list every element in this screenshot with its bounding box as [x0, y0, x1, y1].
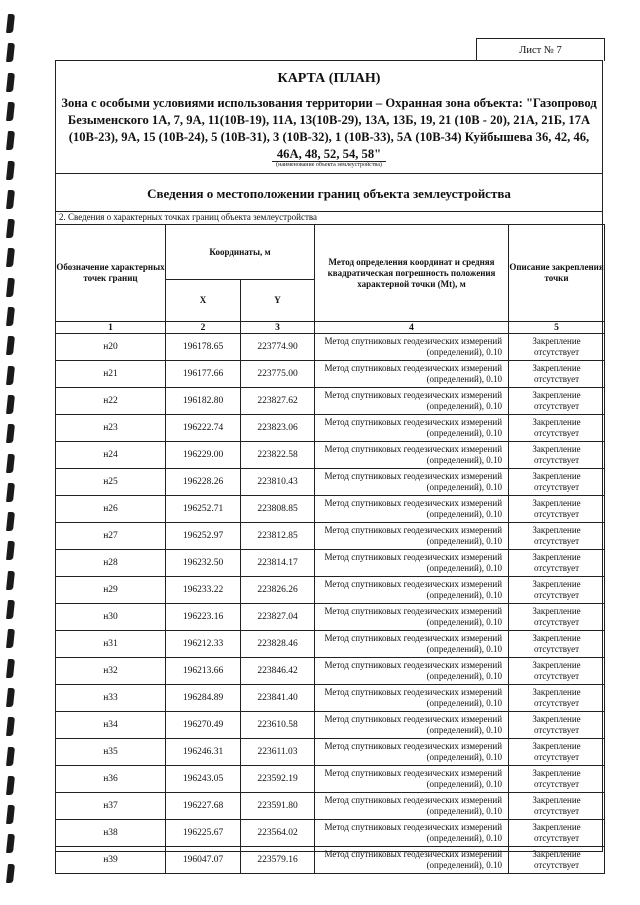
x-coordinate-cell: 196270.49	[166, 712, 241, 739]
y-coordinate-cell: 223775.00	[241, 361, 315, 388]
point-name-cell: н31	[56, 631, 166, 658]
point-name-cell: н33	[56, 685, 166, 712]
method-cell: Метод спутниковых геодезических измерений (определений), 0.10	[315, 496, 509, 523]
binding-hole	[6, 747, 15, 766]
binding-hole	[6, 336, 15, 355]
description-cell: Закрепление отсутствует	[509, 766, 605, 793]
method-cell: Метод спутниковых геодезических измерений (определений), 0.10	[315, 415, 509, 442]
y-coordinate-cell: 223822.58	[241, 442, 315, 469]
binding-hole	[6, 454, 15, 473]
table-row	[56, 712, 605, 739]
table-row	[56, 820, 605, 847]
binding-hole	[6, 424, 15, 443]
table-row	[56, 793, 605, 820]
method-cell: Метод спутниковых геодезических измерений (определений), 0.10	[315, 604, 509, 631]
point-name-cell: н30	[56, 604, 166, 631]
binding-hole	[6, 248, 15, 267]
method-cell: Метод спутниковых геодезических измерений (определений), 0.10	[315, 739, 509, 766]
method-cell: Метод спутниковых геодезических измерений (определений), 0.10	[315, 793, 509, 820]
method-cell: Метод спутниковых геодезических измерений (определений), 0.10	[315, 334, 509, 361]
object-caption	[56, 162, 602, 168]
table-row	[56, 388, 605, 415]
binding-hole	[6, 307, 15, 326]
description-cell: Закрепление отсутствует	[509, 469, 605, 496]
description-cell: Закрепление отсутствует	[509, 793, 605, 820]
column-number: 4	[315, 322, 509, 334]
point-name-cell: н35	[56, 739, 166, 766]
x-coordinate-cell: 196252.71	[166, 496, 241, 523]
table-row	[56, 847, 605, 874]
binding-hole	[6, 541, 15, 560]
header-description: Описание закрепления точки	[509, 225, 605, 322]
binding-hole	[6, 219, 15, 238]
point-name-cell: н20	[56, 334, 166, 361]
description-cell: Закрепление отсутствует	[509, 415, 605, 442]
method-cell: Метод спутниковых геодезических измерений (определений), 0.10	[315, 847, 509, 874]
title-block	[56, 61, 602, 173]
table-row	[56, 685, 605, 712]
y-coordinate-cell: 223579.16	[241, 847, 315, 874]
table-row	[56, 658, 605, 685]
section-title: Сведения о местоположении границ объекта землеустройства	[147, 186, 511, 201]
y-coordinate-cell: 223846.42	[241, 658, 315, 685]
method-cell: Метод спутниковых геодезических измерений (определений), 0.10	[315, 469, 509, 496]
binding-hole	[6, 395, 15, 414]
binding-hole	[6, 366, 15, 385]
point-name-cell: н27	[56, 523, 166, 550]
x-coordinate-cell: 196225.67	[166, 820, 241, 847]
binding-hole	[6, 131, 15, 150]
method-cell: Метод спутниковых геодезических измерений (определений), 0.10	[315, 712, 509, 739]
description-cell: Закрепление отсутствует	[509, 685, 605, 712]
description-cell: Закрепление отсутствует	[509, 361, 605, 388]
binding-hole	[6, 834, 15, 853]
binding-hole	[6, 717, 15, 736]
x-coordinate-cell: 196182.80	[166, 388, 241, 415]
y-coordinate-cell: 223823.06	[241, 415, 315, 442]
y-coordinate-cell: 223564.02	[241, 820, 315, 847]
point-name-cell: н22	[56, 388, 166, 415]
table-row	[56, 442, 605, 469]
x-coordinate-cell: 196212.33	[166, 631, 241, 658]
y-coordinate-cell: 223826.26	[241, 577, 315, 604]
y-coordinate-cell: 223827.62	[241, 388, 315, 415]
binding-hole	[6, 43, 15, 62]
binding-hole	[6, 102, 15, 121]
y-coordinate-cell: 223810.43	[241, 469, 315, 496]
table-row	[56, 604, 605, 631]
method-cell: Метод спутниковых геодезических измерений (определений), 0.10	[315, 658, 509, 685]
description-cell: Закрепление отсутствует	[509, 334, 605, 361]
table-row	[56, 631, 605, 658]
binding-hole	[6, 512, 15, 531]
x-coordinate-cell: 196252.97	[166, 523, 241, 550]
description-cell: Закрепление отсутствует	[509, 658, 605, 685]
y-coordinate-cell: 223827.04	[241, 604, 315, 631]
map-title: КАРТА (ПЛАН)	[277, 71, 381, 86]
x-coordinate-cell: 196227.68	[166, 793, 241, 820]
binding-holes	[0, 0, 28, 905]
binding-hole	[6, 73, 15, 92]
binding-hole	[6, 659, 15, 678]
y-coordinate-cell: 223591.80	[241, 793, 315, 820]
binding-hole	[6, 14, 15, 33]
point-name-cell: н28	[56, 550, 166, 577]
header-method: Метод определения координат и средняя квадратическая погрешность положения характерной точки (Мt), м	[315, 225, 509, 322]
point-name-cell: н24	[56, 442, 166, 469]
description-cell: Закрепление отсутствует	[509, 388, 605, 415]
point-name-cell: н32	[56, 658, 166, 685]
method-cell: Метод спутниковых геодезических измерений (определений), 0.10	[315, 550, 509, 577]
binding-hole	[6, 161, 15, 180]
table-row	[56, 334, 605, 361]
y-coordinate-cell: 223592.19	[241, 766, 315, 793]
description-cell: Закрепление отсутствует	[509, 550, 605, 577]
method-cell: Метод спутниковых геодезических измерений (определений), 0.10	[315, 442, 509, 469]
x-coordinate-cell: 196178.65	[166, 334, 241, 361]
point-name-cell: н39	[56, 847, 166, 874]
column-number: 1	[56, 322, 166, 334]
point-name-cell: н29	[56, 577, 166, 604]
description-cell: Закрепление отсутствует	[509, 712, 605, 739]
binding-hole	[6, 864, 15, 883]
table-row	[56, 523, 605, 550]
points-table	[55, 224, 605, 874]
description-cell: Закрепление отсутствует	[509, 739, 605, 766]
point-name-cell: н21	[56, 361, 166, 388]
y-coordinate-cell: 223808.85	[241, 496, 315, 523]
binding-hole	[6, 776, 15, 795]
description-cell: Закрепление отсутствует	[509, 847, 605, 874]
description-cell: Закрепление отсутствует	[509, 523, 605, 550]
description-cell: Закрепление отсутствует	[509, 631, 605, 658]
point-name-cell: н26	[56, 496, 166, 523]
document-frame	[55, 60, 604, 870]
point-name-cell: н38	[56, 820, 166, 847]
x-coordinate-cell: 196222.74	[166, 415, 241, 442]
y-coordinate-cell: 223828.46	[241, 631, 315, 658]
zone-title: Зона с особыми условиями использования территории – Охранная зона объекта: "Газопровод Безыменского 1А, 7, 9А, 11(10В-19), 11А, 13(10В-29), 13А, 13Б, 19, 21 (10В - 20), 21А, 21Б, 17А (10В-23), 9А, 15 (10В-24), 5 (10В-31), 3 (10В-32), 1 (10В-33), 5А (10В-34) Куйбышева 36, 42, 46, 46А, 48, 52, 54, 58"	[61, 96, 597, 161]
header-coords: Координаты, м	[166, 225, 315, 280]
header-y: Y	[241, 280, 315, 322]
binding-hole	[6, 805, 15, 824]
description-cell: Закрепление отсутствует	[509, 577, 605, 604]
table-row	[56, 415, 605, 442]
method-cell: Метод спутниковых геодезических измерений (определений), 0.10	[315, 388, 509, 415]
column-number: 2	[166, 322, 241, 334]
binding-hole	[6, 600, 15, 619]
x-coordinate-cell: 196233.22	[166, 577, 241, 604]
method-cell: Метод спутниковых геодезических измерений (определений), 0.10	[315, 766, 509, 793]
binding-hole	[6, 190, 15, 209]
table-row	[56, 496, 605, 523]
x-coordinate-cell: 196223.16	[166, 604, 241, 631]
point-name-cell: н25	[56, 469, 166, 496]
y-coordinate-cell: 223814.17	[241, 550, 315, 577]
y-coordinate-cell: 223812.85	[241, 523, 315, 550]
table-row	[56, 550, 605, 577]
method-cell: Метод спутниковых геодезических измерений (определений), 0.10	[315, 820, 509, 847]
binding-hole	[6, 571, 15, 590]
table-row	[56, 361, 605, 388]
method-cell: Метод спутниковых геодезических измерений (определений), 0.10	[315, 577, 509, 604]
point-name-cell: н34	[56, 712, 166, 739]
x-coordinate-cell: 196284.89	[166, 685, 241, 712]
x-coordinate-cell: 196228.26	[166, 469, 241, 496]
column-number: 5	[509, 322, 605, 334]
x-coordinate-cell: 196047.07	[166, 847, 241, 874]
column-number: 3	[241, 322, 315, 334]
description-cell: Закрепление отсутствует	[509, 496, 605, 523]
x-coordinate-cell: 196213.66	[166, 658, 241, 685]
y-coordinate-cell: 223611.03	[241, 739, 315, 766]
y-coordinate-cell: 223774.90	[241, 334, 315, 361]
object-caption-text: (наименование объекта землеустройства)	[272, 161, 386, 168]
x-coordinate-cell: 196246.31	[166, 739, 241, 766]
method-cell: Метод спутниковых геодезических измерений (определений), 0.10	[315, 631, 509, 658]
point-name-cell: н23	[56, 415, 166, 442]
method-cell: Метод спутниковых геодезических измерений (определений), 0.10	[315, 361, 509, 388]
description-cell: Закрепление отсутствует	[509, 820, 605, 847]
binding-hole	[6, 483, 15, 502]
header-x: X	[166, 280, 241, 322]
point-name-cell: н36	[56, 766, 166, 793]
x-coordinate-cell: 196177.66	[166, 361, 241, 388]
subsection-title: 2. Сведения о характерных точках границ объекта землеустройства	[59, 212, 318, 222]
point-name-cell: н37	[56, 793, 166, 820]
method-cell: Метод спутниковых геодезических измерений (определений), 0.10	[315, 523, 509, 550]
x-coordinate-cell: 196243.05	[166, 766, 241, 793]
method-cell: Метод спутниковых геодезических измерений (определений), 0.10	[315, 685, 509, 712]
table-row	[56, 739, 605, 766]
sheet-number: Лист № 7	[476, 38, 605, 61]
x-coordinate-cell: 196232.50	[166, 550, 241, 577]
table-row	[56, 577, 605, 604]
binding-hole	[6, 629, 15, 648]
y-coordinate-cell: 223841.40	[241, 685, 315, 712]
table-row	[56, 766, 605, 793]
x-coordinate-cell: 196229.00	[166, 442, 241, 469]
binding-hole	[6, 278, 15, 297]
header-name: Обозначение характерных точек границ	[56, 225, 166, 322]
description-cell: Закрепление отсутствует	[509, 442, 605, 469]
y-coordinate-cell: 223610.58	[241, 712, 315, 739]
description-cell: Закрепление отсутствует	[509, 604, 605, 631]
table-row	[56, 469, 605, 496]
binding-hole	[6, 688, 15, 707]
